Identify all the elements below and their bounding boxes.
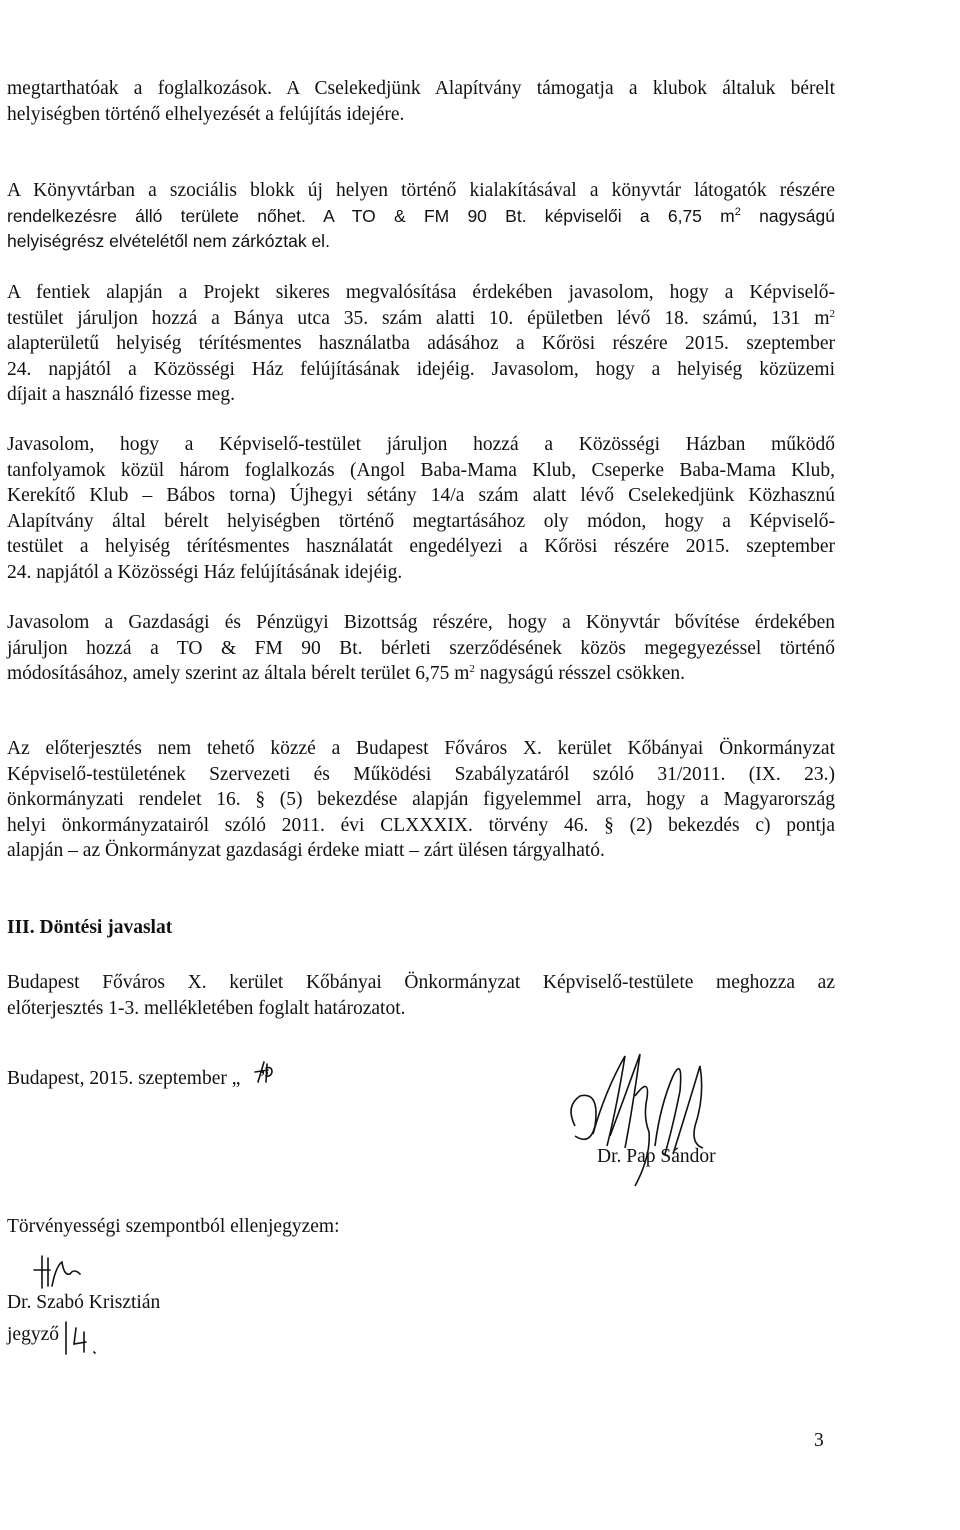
text-line: Javasolom a Gazdasági és Pénzügyi Bizottság részére, hogy a Könyvtár bővítése érdekében — [7, 612, 835, 633]
text-line: helyiségben történő elhelyezését a felújítás idejére. — [7, 103, 405, 125]
text-line: alapján – az Önkormányzat gazdasági érdeke miatt – zárt ülésen tárgyalható. — [7, 840, 605, 861]
legal-check-label: Törvényességi szempontból ellenjegyzem: — [7, 1216, 340, 1237]
superscript: 2 — [469, 663, 475, 675]
date-line — [7, 1066, 269, 1092]
text-line: Képviselő-testületének Szervezeti és Működési Szabályzatáról szóló 31/2011. (IX. 23.) — [7, 763, 835, 785]
notary-name: Dr. Szabó Krisztián — [7, 1292, 161, 1313]
text-line: testület a helyiség térítésmentes használatát engedélyezi a Kőrösi részére 2015. szeptember — [7, 536, 835, 557]
text-line: Budapest Főváros X. kerület Kőbányai Önkormányzat Képviselő-testülete meghozza az — [7, 972, 835, 993]
handwritten-day-mark — [252, 1058, 282, 1088]
notary-title: jegyző — [7, 1324, 59, 1345]
text-line: tanfolyamok közül három foglalkozás (Angol Baba-Mama Klub, Cseperke Baba-Mama Klub, — [7, 459, 835, 481]
text-line: járuljon hozzá a TO & FM 90 Bt. bérleti szerződésének közös megegyezéssel történő — [7, 637, 835, 659]
superscript: 2 — [829, 307, 835, 320]
paragraph-proposal-courses — [7, 432, 835, 585]
text-line: Alapítvány által bérelt helyiségben történő megtartásához oly módon, hogy a Képviselő- — [7, 510, 835, 532]
section-heading: III. Döntési javaslat — [7, 917, 173, 938]
notary-handwritten-mark — [60, 1318, 110, 1358]
text-run: nagyságú résszel csökken. — [474, 663, 686, 684]
text-line: önkormányzati rendelet 16. § (5) bekezdése alapján figyelemmel arra, hogy a Magyarország — [7, 789, 835, 810]
text-run: módosításához, amely szerint az általa bérelt terület 6,75 m — [7, 663, 470, 684]
superscript: 2 — [734, 205, 741, 218]
text-line: A fentiek alapján a Projekt sikeres megvalósítása érdekében javasolom, hogy a Képviselő- — [7, 282, 835, 303]
paragraph-decision — [7, 970, 835, 1021]
text-line: díjait a használó fizesse meg. — [7, 384, 235, 405]
paragraph-closed-session — [7, 736, 835, 864]
text-line: megtarthatóak a foglalkozások. A Cselekedjünk Alapítvány támogatja a klubok általuk bérelt — [7, 78, 835, 99]
date-close-quote: ” — [260, 1068, 270, 1089]
text-line: helyiségrész elvételétől nem zárkóztak el. — [7, 231, 330, 251]
text-run: rendelkezésre álló területe nőhet. A TO & FM 90 Bt. képviselői a 6,75 m — [7, 205, 735, 226]
signature-mayor — [555, 1036, 725, 1196]
date-text: Budapest, 2015. szeptember „ — [7, 1068, 241, 1089]
text-line: előterjesztés 1-3. mellékletében foglalt határozatot. — [7, 997, 406, 1019]
page-number: 3 — [814, 1430, 824, 1451]
text-line — [7, 204, 835, 230]
text-line: Kerekítő Klub – Bábos torna) Újhegyi sétány 14/a szám alatt lévő Cselekedjünk Közhasznú — [7, 485, 835, 506]
paragraph-proposal-committee — [7, 610, 835, 687]
paragraph-library — [7, 178, 835, 255]
text-line — [7, 661, 835, 687]
paragraph-project — [7, 280, 835, 408]
text-line — [7, 306, 835, 332]
text-line: helyi önkormányzatairól szóló 2011. évi CLXXXIX. törvény 46. § (2) bekezdés c) pontja — [7, 814, 835, 836]
text-line: 24. napjától a Közösségi Ház felújításának idejéig. — [7, 561, 403, 583]
text-line: 24. napjától a Közösségi Ház felújításának idejéig. Javasolom, hogy a helyiség közüzemi — [7, 358, 835, 380]
text-line: Az előterjesztés nem tehető közzé a Budapest Főváros X. kerület Kőbányai Önkormányzat — [7, 738, 835, 759]
text-line: alapterületű helyiség térítésmentes használatba adásához a Kőrösi részére 2015. szeptember — [7, 333, 835, 354]
text-line: Javasolom, hogy a Képviselő-testület járuljon hozzá a Közösségi Házban működő — [7, 434, 835, 455]
paragraph-continuation — [7, 76, 835, 127]
text-run: nagyságú — [740, 205, 835, 226]
text-line: A Könyvtárban a szociális blokk új helyen történő kialakításával a könyvtár látogatók részére — [7, 180, 835, 201]
signer-name: Dr. Pap Sándor — [597, 1146, 716, 1167]
text-run: testület járuljon hozzá a Bánya utca 35. szám alatti 10. épületben lévő 18. számú, 131 m — [7, 307, 830, 329]
